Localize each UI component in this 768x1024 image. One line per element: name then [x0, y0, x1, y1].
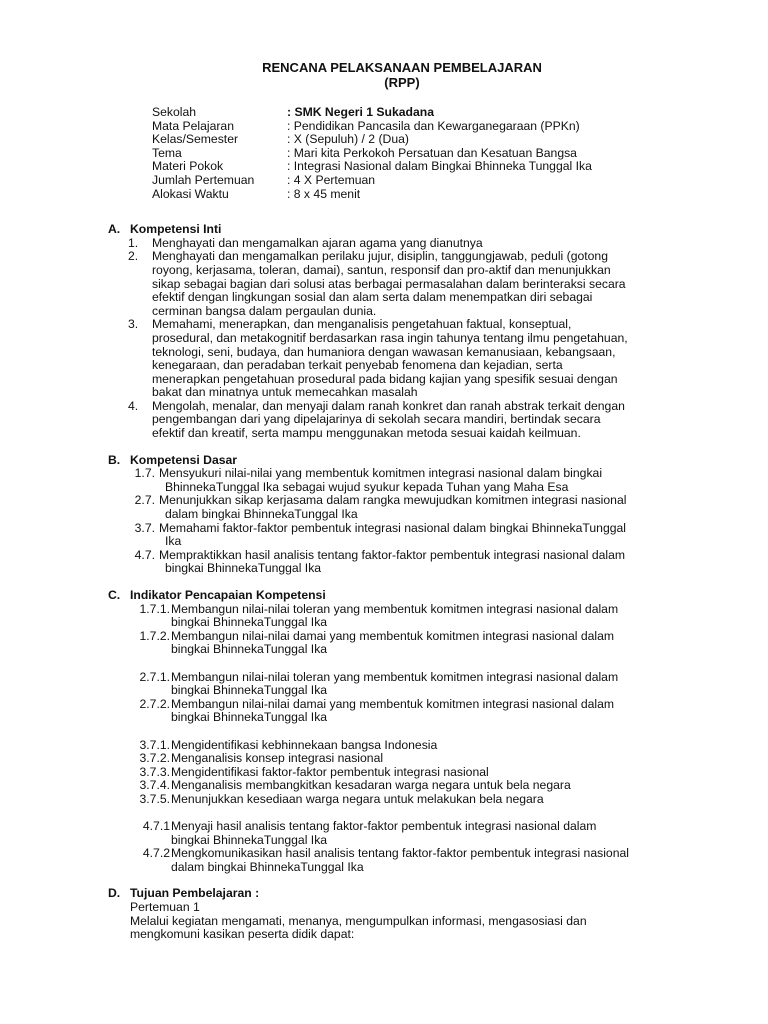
identity-row	[152, 174, 698, 188]
kompetensi-dasar-item	[108, 522, 698, 549]
text-line: sikap sebagai bagian dari solusi atas berbagai permasalahan dalam berinteraksi secara	[152, 276, 626, 291]
list-item-text	[152, 250, 698, 318]
text-line: bingkai BhinnekaTunggal Ika	[171, 710, 328, 725]
item-text	[170, 766, 698, 780]
text-line: prosedural, dan metakognitif berdasarkan rasa ingin tahunya tentang ilmu pengetahuan,	[152, 330, 628, 345]
identity-key: Alokasi Waktu	[152, 186, 229, 201]
item-text	[170, 603, 698, 630]
text-line: Mengkomunikasikan hasil analisis tentang faktor-faktor pembentuk integrasi nasional	[171, 846, 629, 861]
section-tujuan	[108, 887, 698, 941]
text-line: Mempraktikkan hasil analisis tentang faktor-faktor pembentuk integrasi nasional dalam	[159, 547, 626, 562]
item-code: 3.7.5.	[139, 791, 170, 806]
item-code: 3.7.2.	[139, 751, 170, 766]
text-line: Mengidentifikasi kebhinnekaan bangsa Indonesia	[171, 737, 438, 752]
identity-value: : Mari kita Perkokoh Persatuan dan Kesatuan Bangsa	[287, 145, 577, 160]
kompetensi-dasar-item	[108, 467, 698, 494]
text-line: Menunjukkan kesediaan warga negara untuk melakukan bela negara	[171, 791, 544, 806]
item-text	[170, 752, 698, 766]
identity-row	[152, 106, 698, 120]
text-line: Mengolah, menalar, dan menyaji dalam ranah konkret dan ranah abstrak terkait dengan	[152, 398, 625, 413]
kompetensi-inti-list	[128, 237, 698, 441]
group-spacer	[108, 657, 698, 671]
item-text	[170, 793, 698, 807]
text-line: Menyaji hasil analisis tentang faktor-faktor pembentuk integrasi nasional dalam	[171, 819, 597, 834]
item-code: 2.7.	[134, 493, 155, 508]
text-line: Memahami, menerapkan, dan menganalisis pengetahuan faktual, konseptual,	[152, 317, 572, 332]
text-line: Menghayati dan mengamalkan ajaran agama yang dianutnya	[152, 235, 483, 250]
text-line: bingkai BhinnekaTunggal Ika	[171, 615, 328, 630]
text-line: BhinnekaTunggal Ika sebagai wujud syukur kepada Tuhan yang Maha Esa	[165, 479, 569, 494]
section-kompetensi-dasar	[108, 454, 698, 576]
section-title: Kompetensi Inti	[130, 222, 222, 237]
item-text	[155, 494, 698, 521]
section-indikator	[108, 589, 698, 874]
text-line: pengembangan dari yang dipelajarinya di sekolah secara mandiri, bertindak secara	[152, 412, 601, 427]
identity-row	[152, 120, 698, 134]
item-code: 1.7.	[134, 466, 155, 481]
item-text	[170, 698, 698, 725]
text-line: Membangun nilai-nilai damai yang membentuk komitmen integrasi nasional dalam	[171, 696, 615, 711]
item-text	[155, 522, 698, 549]
text-line: bakat dan minatnya untuk memecahkan masalah	[152, 385, 418, 400]
item-text	[170, 779, 698, 793]
indikator-item	[108, 847, 698, 874]
list-item	[128, 250, 698, 318]
item-code: 3.7.	[134, 520, 155, 535]
indikator-item	[108, 793, 698, 807]
item-code: 2.7.1.	[139, 669, 170, 684]
text-line: dalam bingkai BhinnekaTunggal Ika	[171, 859, 364, 874]
identity-row	[152, 147, 698, 161]
item-text	[170, 847, 698, 874]
text-line: Menganalisis membangkitkan kesadaran warga negara untuk bela negara	[171, 778, 571, 793]
section-letter: C.	[108, 588, 121, 602]
meeting-label: Pertemuan 1	[130, 900, 200, 915]
item-text	[155, 549, 698, 576]
list-item-number: 4.	[128, 398, 139, 413]
identity-value: : Integrasi Nasional dalam Bingkai Bhinneka Tunggal Ika	[287, 159, 592, 174]
list-item	[128, 318, 698, 400]
text-line: Menghayati dan mengamalkan perilaku jujur, disiplin, tanggungjawab, peduli (gotong	[152, 249, 608, 264]
identity-row	[152, 160, 698, 174]
identity-key: Tema	[152, 145, 182, 160]
text-line: Ika	[165, 534, 182, 549]
text-line: bingkai BhinnekaTunggal Ika	[171, 832, 328, 847]
identity-value: : 4 X Pertemuan	[287, 172, 376, 187]
indikator-item	[108, 820, 698, 847]
item-code: 3.7.1.	[139, 737, 170, 752]
title-line-2: (RPP)	[384, 75, 420, 90]
text-line: Membangun nilai-nilai toleran yang membentuk komitmen integrasi nasional dalam	[171, 669, 619, 684]
text-line: teknologi, seni, budaya, dan humaniora dengan wawasan kemanusiaan, kebangsaan,	[152, 344, 616, 359]
text-line: kenegaraan, dan peradaban terkait penyebab fenomena dan kejadian, serta	[152, 358, 563, 373]
item-code: 3.7.3.	[139, 764, 170, 779]
section-title: Tujuan Pembelajaran :	[130, 886, 260, 901]
identity-row	[152, 133, 698, 147]
group-spacer	[108, 725, 698, 739]
indikator-item	[108, 603, 698, 630]
text-line: cerminan bangsa dalam pergaulan dunia.	[152, 303, 377, 318]
identity-key: Sekolah	[152, 105, 197, 119]
item-code: 1.7.2.	[139, 628, 170, 643]
list-item	[128, 400, 698, 441]
indikator-item	[108, 766, 698, 780]
section-heading	[108, 589, 698, 603]
text-line: bingkai BhinnekaTunggal Ika	[165, 561, 322, 576]
list-item-text	[152, 318, 698, 400]
text-line: Mensyukuri nilai-nilai yang membentuk komitmen integrasi nasional dalam bingkai	[159, 466, 603, 481]
identity-key: Jumlah Pertemuan	[152, 172, 255, 187]
item-code: 4.7.	[134, 547, 155, 562]
section-letter: D.	[108, 886, 121, 901]
section-title: Indikator Pencapaian Kompetensi	[130, 588, 326, 602]
text-line: Mengidentifikasi faktor-faktor pembentuk integrasi nasional	[171, 764, 489, 779]
item-text	[170, 820, 698, 847]
text-line: Menganalisis konsep integrasi nasional	[171, 751, 384, 766]
item-text	[155, 467, 698, 494]
identity-key: Materi Pokok	[152, 159, 224, 174]
text-line: efektif dan kreatif, serta mampu menggunakan metoda sesuai kaidah keilmuan.	[152, 426, 581, 441]
list-item-number: 2.	[128, 249, 139, 264]
indikator-item	[108, 630, 698, 657]
text-line: Membangun nilai-nilai toleran yang membentuk komitmen integrasi nasional dalam	[171, 601, 619, 616]
identity-table	[152, 106, 698, 201]
item-code: 2.7.2.	[139, 696, 170, 711]
section-letter: A.	[108, 222, 121, 237]
identity-key: Mata Pelajaran	[152, 118, 234, 133]
identity-value: : Pendidikan Pancasila dan Kewarganegaraan (PPKn)	[287, 118, 580, 133]
identity-row	[152, 188, 698, 202]
section-kompetensi-inti	[108, 223, 698, 441]
item-code: 3.7.4.	[139, 778, 170, 793]
text-line: menerapkan pengetahuan prosedural pada bidang kajian yang spesifik sesuai dengan	[152, 371, 618, 386]
identity-key: Kelas/Semester	[152, 132, 239, 147]
list-item-text	[152, 237, 698, 251]
indikator-item	[108, 779, 698, 793]
section-heading	[108, 454, 698, 468]
document-title	[106, 60, 698, 90]
section-heading	[108, 223, 698, 237]
indikator-item	[108, 698, 698, 725]
indikator-item	[108, 671, 698, 698]
list-item-number: 3.	[128, 317, 139, 332]
kompetensi-dasar-item	[108, 549, 698, 576]
group-spacer	[108, 807, 698, 821]
kompetensi-dasar-item	[108, 494, 698, 521]
indikator-item	[108, 739, 698, 753]
text-line: bingkai BhinnekaTunggal Ika	[171, 642, 328, 657]
identity-value: : X (Sepuluh) / 2 (Dua)	[287, 132, 409, 147]
identity-value: : SMK Negeri 1 Sukadana	[287, 105, 434, 119]
item-code: 1.7.1.	[139, 601, 170, 616]
item-code: 4.7.1	[142, 819, 170, 834]
section-letter: B.	[108, 452, 121, 467]
kompetensi-dasar-list	[108, 467, 698, 576]
tujuan-line: Melalui kegiatan mengamati, menanya, mengumpulkan informasi, mengasosiasi dan	[130, 913, 587, 928]
indikator-item	[108, 752, 698, 766]
text-line: Membangun nilai-nilai damai yang membentuk komitmen integrasi nasional dalam	[171, 628, 615, 643]
item-code: 4.7.2	[142, 846, 170, 861]
section-heading	[108, 887, 698, 901]
item-text	[170, 630, 698, 657]
text-line: bingkai BhinnekaTunggal Ika	[171, 683, 328, 698]
item-text	[170, 739, 698, 753]
text-line: royong, kerjasama, toleran, damai), santun, responsif dan pro-aktif dan menunjukkan	[152, 262, 611, 277]
section-title: Kompetensi Dasar	[130, 452, 238, 467]
list-item	[128, 237, 698, 251]
tujuan-line: mengkomuni kasikan peserta didik dapat:	[130, 927, 355, 942]
text-line: Menunjukkan sikap kerjasama dalam rangka mewujudkan komitmen integrasi nasional	[159, 493, 627, 508]
text-line: efektif dengan lingkungan sosial dan alam serta dalam menempatkan diri sebagai	[152, 290, 593, 305]
text-line: dalam bingkai BhinnekaTunggal Ika	[165, 507, 358, 522]
identity-value: : 8 x 45 menit	[287, 186, 361, 201]
indikator-list	[108, 603, 698, 875]
text-line: Memahami faktor-faktor pembentuk integrasi nasional dalam bingkai BhinnekaTunggal	[159, 520, 626, 535]
list-item-text	[152, 400, 698, 441]
list-item-number: 1.	[128, 235, 139, 250]
item-text	[170, 671, 698, 698]
title-line-1: RENCANA PELAKSANAAN PEMBELAJARAN	[262, 60, 542, 75]
